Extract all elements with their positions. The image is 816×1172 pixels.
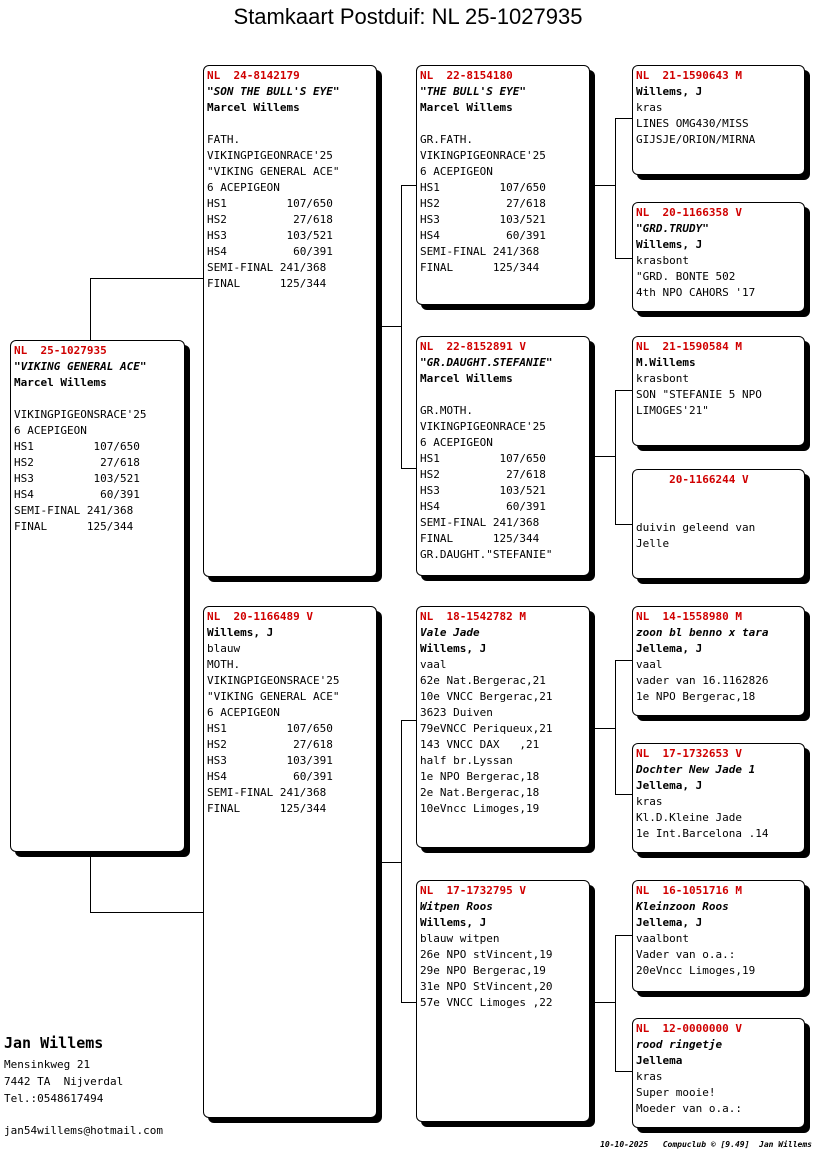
owner-name: Marcel Willems [420, 372, 513, 385]
pigeon-name: Vale Jade [420, 626, 480, 639]
info-line: FATH. [207, 133, 241, 146]
connector [401, 185, 417, 186]
info-line: 10eVncc Limoges,19 [420, 802, 540, 815]
info-line: HS2 27/618 [14, 456, 140, 469]
info-line: HS1 107/650 [420, 452, 546, 465]
connector [401, 720, 402, 1002]
connector [590, 1002, 616, 1003]
pedigree-card-father-father[interactable] [416, 65, 590, 305]
info-line [420, 116, 586, 132]
pigeon-name: "GR.DAUGHT.STEFANIE" [420, 356, 553, 369]
breeder-phone: Tel.:0548617494 [4, 1092, 104, 1105]
info-line: 3623 Duiven [420, 706, 493, 719]
info-line: HS3 103/521 [14, 472, 140, 485]
pedigree-card-ffm[interactable] [632, 202, 805, 312]
owner-name: Jellema [636, 1054, 683, 1067]
info-line: GR.DAUGHT."STEFANIE" [420, 548, 553, 561]
info-line: 6 ACEPIGEON [207, 181, 280, 194]
info-line: 79eVNCC Periqueux,21 [420, 722, 553, 735]
info-line: HS2 27/618 [207, 738, 333, 751]
info-line: blauw [207, 642, 241, 655]
info-line: 1e NPO Bergerac,18 [420, 770, 540, 783]
info-line: HS2 27/618 [207, 213, 333, 226]
info-line: krasbont [636, 372, 689, 385]
info-line: duivin geleend van [636, 521, 756, 534]
info-line: VIKINGPIGEONSRACE'25 [207, 674, 340, 687]
owner-name: Willems, J [207, 626, 274, 639]
info-line: half br.Lyssan [420, 754, 513, 767]
ring-number: NL 22-8154180 [420, 69, 513, 82]
pedigree-card-mfm[interactable] [632, 743, 805, 853]
pedigree-card-fmm[interactable] [632, 469, 805, 579]
connector [615, 118, 616, 258]
info-line: "VIKING GENERAL ACE" [207, 165, 340, 178]
connector [401, 468, 417, 469]
info-line: Super mooie! [636, 1086, 716, 1099]
ring-number: NL 17-1732795 V [420, 884, 526, 897]
info-line: HS3 103/391 [207, 754, 333, 767]
ring-number: NL 25-1027935 [14, 344, 107, 357]
info-line: blauw witpen [420, 932, 500, 945]
connector [615, 118, 633, 119]
ring-number: NL 21-1590584 M [636, 340, 742, 353]
info-line: 31e NPO StVincent,20 [420, 980, 553, 993]
connector [590, 185, 616, 186]
info-line: HS2 27/618 [420, 468, 546, 481]
info-line: HS4 60/391 [207, 770, 333, 783]
info-line: kras [636, 101, 663, 114]
ring-number: NL 24-8142179 [207, 69, 300, 82]
info-line: HS4 60/391 [420, 500, 546, 513]
ring-number: NL 20-1166489 V [207, 610, 313, 623]
breeder-street: Mensinkweg 21 [4, 1058, 91, 1071]
info-line: krasbont [636, 254, 689, 267]
connector [377, 862, 402, 863]
owner-name: Marcel Willems [14, 376, 107, 389]
info-line: 26e NPO stVincent,19 [420, 948, 553, 961]
ring-number: 20-1166244 V [636, 473, 749, 486]
info-line: vader van 16.1162826 [636, 674, 769, 687]
pigeon-name: Witpen Roos [420, 900, 493, 913]
pigeon-name: Dochter New Jade 1 [636, 763, 756, 776]
info-line: GR.MOTH. [420, 404, 473, 417]
info-line [207, 116, 373, 132]
info-line: FINAL 125/344 [14, 520, 134, 533]
info-line: SEMI-FINAL 241/368 [207, 786, 327, 799]
info-line: GR.FATH. [420, 133, 473, 146]
connector [615, 390, 633, 391]
info-line: Kl.D.Kleine Jade [636, 811, 742, 824]
info-line: SON "STEFANIE 5 NPO [636, 388, 762, 401]
connector [615, 258, 633, 259]
pigeon-name: "VIKING GENERAL ACE" [14, 360, 147, 373]
ring-number: NL 14-1558980 M [636, 610, 742, 623]
connector [90, 856, 91, 912]
breeder-city: 7442 TA Nijverdal [4, 1075, 124, 1088]
info-line: VIKINGPIGEONRACE'25 [420, 420, 546, 433]
info-line: 6 ACEPIGEON [14, 424, 87, 437]
info-line: HS2 27/618 [420, 197, 546, 210]
connector [615, 935, 616, 1071]
info-line: VIKINGPIGEONRACE'25 [420, 149, 546, 162]
connector [615, 524, 633, 525]
info-line: Vader van o.a.: [636, 948, 736, 961]
info-line: 29e NPO Bergerac,19 [420, 964, 546, 977]
pigeon-name: "THE BULL'S EYE" [420, 85, 526, 98]
info-line: GIJSJE/ORION/MIRNA [636, 133, 756, 146]
owner-name: Jellema, J [636, 916, 703, 929]
info-line: VIKINGPIGEONRACE'25 [207, 149, 333, 162]
info-line: FINAL 125/344 [420, 532, 540, 545]
pigeon-name: Kleinzoon Roos [636, 900, 729, 913]
info-line: 6 ACEPIGEON [420, 436, 493, 449]
info-line: 10e VNCC Bergerac,21 [420, 690, 553, 703]
page-title: Stamkaart Postduif: NL 25-1027935 [233, 4, 583, 29]
info-line: SEMI-FINAL 241/368 [420, 245, 540, 258]
ring-number: NL 22-8152891 V [420, 340, 526, 353]
owner-name: M.Willems [636, 356, 696, 369]
info-line [636, 488, 801, 504]
ring-number: NL 20-1166358 V [636, 206, 742, 219]
info-line: LINES OMG430/MISS [636, 117, 749, 130]
info-line: 57e VNCC Limoges ,22 [420, 996, 553, 1009]
info-line: HS1 107/650 [207, 722, 333, 735]
info-line: 6 ACEPIGEON [420, 165, 493, 178]
owner-name: Marcel Willems [420, 101, 513, 114]
connector [615, 794, 633, 795]
info-line: FINAL 125/344 [207, 277, 327, 290]
connector [90, 912, 204, 913]
pigeon-name: rood ringetje [636, 1038, 723, 1051]
owner-name: Willems, J [420, 916, 487, 929]
connector [615, 660, 616, 794]
pigeon-name: "SON THE BULL'S EYE" [207, 85, 340, 98]
info-line: Moeder van o.a.: [636, 1102, 742, 1115]
info-line: VIKINGPIGEONSRACE'25 [14, 408, 147, 421]
info-line: FINAL 125/344 [207, 802, 327, 815]
info-line: "GRD. BONTE 502 [636, 270, 736, 283]
ring-number: NL 17-1732653 V [636, 747, 742, 760]
connector [90, 278, 204, 279]
info-line: HS4 60/391 [420, 229, 546, 242]
info-line: 6 ACEPIGEON [207, 706, 280, 719]
pedigree-card-father-mother[interactable] [416, 336, 590, 576]
ring-number: NL 21-1590643 M [636, 69, 742, 82]
print-stamp: 10-10-2025 Compuclub © [9.49] Jan Willems [600, 1140, 812, 1149]
connector [615, 660, 633, 661]
pigeon-name: "GRD.TRUDY" [636, 222, 709, 235]
pedigree-card-fff[interactable] [632, 65, 805, 175]
info-line: 20eVncc Limoges,19 [636, 964, 756, 977]
connector [401, 185, 402, 468]
info-line: SEMI-FINAL 241/368 [207, 261, 327, 274]
pedigree-card-mff[interactable] [632, 606, 805, 716]
pedigree-card-mmf[interactable] [632, 880, 805, 992]
connector [590, 456, 616, 457]
connector [401, 720, 417, 721]
info-line: vaal [636, 658, 663, 671]
connector [90, 278, 91, 340]
info-line: HS1 107/650 [207, 197, 333, 210]
pigeon-name: zoon bl benno x tara [636, 626, 769, 639]
info-line: HS3 103/521 [420, 213, 546, 226]
pedigree-card-mmm[interactable] [632, 1018, 805, 1128]
pedigree-card-father[interactable] [203, 65, 377, 577]
ring-number: NL 18-1542782 M [420, 610, 526, 623]
info-line: SEMI-FINAL 241/368 [420, 516, 540, 529]
info-line [636, 504, 801, 520]
connector [615, 935, 633, 936]
pedigree-card-fmf[interactable] [632, 336, 805, 446]
info-line: 2e Nat.Bergerac,18 [420, 786, 540, 799]
info-line: LIMOGES'21" [636, 404, 709, 417]
connector [401, 1002, 417, 1003]
pedigree-card-mother-father[interactable] [416, 606, 590, 848]
breeder-email[interactable]: jan54willems@hotmail.com [4, 1124, 163, 1137]
owner-name: Willems, J [636, 238, 703, 251]
owner-name: Willems, J [636, 85, 703, 98]
info-line: Jelle [636, 537, 670, 550]
info-line: 4th NPO CAHORS '17 [636, 286, 756, 299]
info-line [14, 391, 181, 407]
info-line: HS1 107/650 [420, 181, 546, 194]
info-line: kras [636, 795, 663, 808]
pedigree-card-mother-mother[interactable] [416, 880, 590, 1122]
info-line: SEMI-FINAL 241/368 [14, 504, 134, 517]
info-line: FINAL 125/344 [420, 261, 540, 274]
ring-number: NL 12-0000000 V [636, 1022, 742, 1035]
info-line: HS4 60/391 [207, 245, 333, 258]
info-line: 62e Nat.Bergerac,21 [420, 674, 546, 687]
pedigree-card-mother[interactable] [203, 606, 377, 1118]
info-line [420, 387, 586, 403]
owner-name: Marcel Willems [207, 101, 300, 114]
info-line: vaalbont [636, 932, 689, 945]
breeder-name: Jan Willems [4, 1034, 104, 1052]
info-line: MOTH. [207, 658, 241, 671]
info-line: vaal [420, 658, 447, 671]
owner-name: Jellema, J [636, 642, 703, 655]
owner-name: Willems, J [420, 642, 487, 655]
owner-name: Jellema, J [636, 779, 703, 792]
info-line: 1e NPO Bergerac,18 [636, 690, 756, 703]
info-line: kras [636, 1070, 663, 1083]
info-line: HS3 103/521 [207, 229, 333, 242]
pedigree-card-subject[interactable] [10, 340, 185, 852]
info-line: HS4 60/391 [14, 488, 140, 501]
info-line: 1e Int.Barcelona .14 [636, 827, 769, 840]
connector [615, 1071, 633, 1072]
info-line: 143 VNCC DAX ,21 [420, 738, 540, 751]
connector [377, 326, 402, 327]
info-line: HS1 107/650 [14, 440, 140, 453]
info-line: "VIKING GENERAL ACE" [207, 690, 340, 703]
info-line: HS3 103/521 [420, 484, 546, 497]
ring-number: NL 16-1051716 M [636, 884, 742, 897]
connector [590, 728, 616, 729]
connector [615, 390, 616, 524]
